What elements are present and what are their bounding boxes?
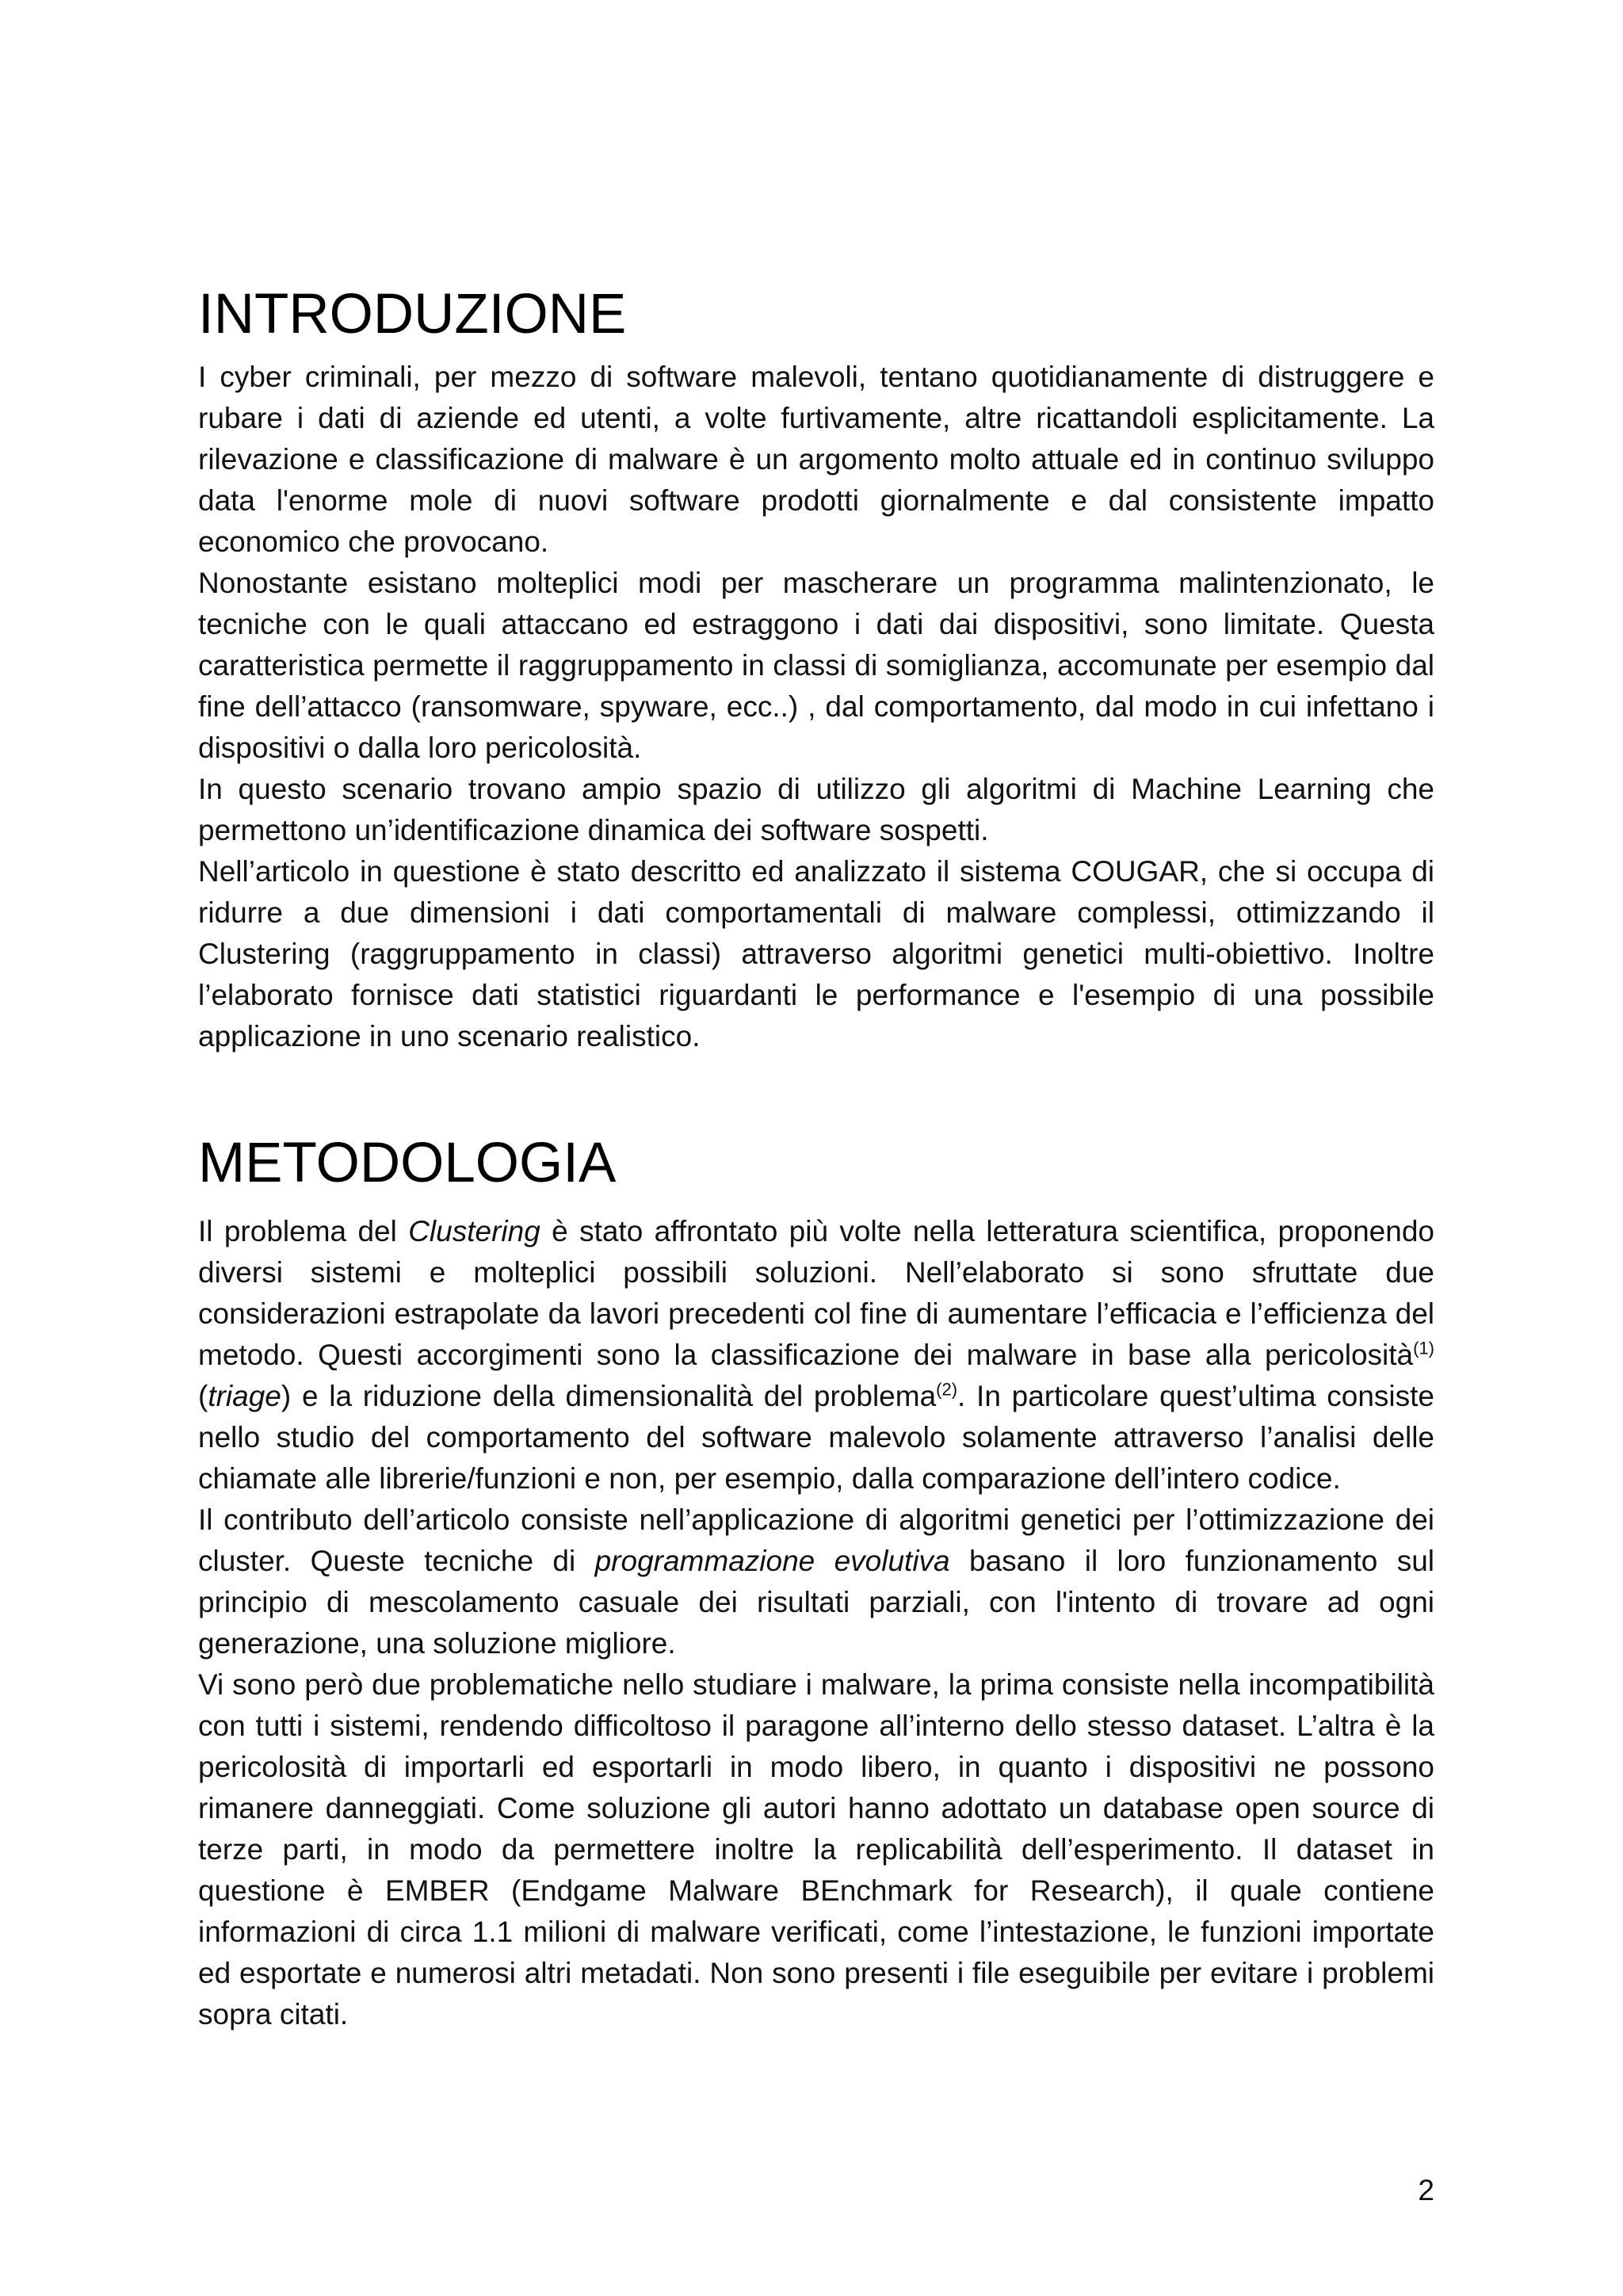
heading-metodologia: METODOLOGIA (198, 1132, 617, 1194)
footnote-ref-2: (2) (936, 1379, 958, 1400)
text-run: basano il loro funzionamento sul principio di mescolamento casuale dei risultati parziali, con l'intento di trovare ad ogni generazione, una soluzione migliore. (198, 1545, 1434, 1660)
text-run: ( (198, 1380, 208, 1412)
section-metodologia (198, 1132, 1434, 2035)
text-run: . In particolare quest’ultima consiste nello studio del comportamento del software malevolo solamente attraverso l’analisi delle chiamate alle librerie/funzioni e non, per esempio, dalla comparazione dell’intero codice. (198, 1380, 1435, 1495)
intro-paragraph-2: Nonostante esistano molteplici modi per mascherare un programma malintenzionato, le tecniche con le quali attaccano ed estraggono i dati dai dispositivi, sono limitate. Questa caratteristica permette il raggruppamento in classi di somiglianza, accomunate per esempio dal fine dell’attacco (ransomware, spyware, ecc..) , dal comportamento, dal modo in cui infettano i dispositivi o dalla loro pericolosità. (198, 567, 1434, 764)
intro-paragraph-3: In questo scenario trovano ampio spazio di utilizzo gli algoritmi di Machine Learning che permettono un’identificazione dinamica dei software sospetti. (198, 773, 1434, 846)
heading-introduzione: INTRODUZIONE (198, 283, 627, 346)
italic-term-clustering: Clustering (408, 1215, 540, 1247)
section-introduzione (198, 283, 1434, 1057)
intro-paragraph-1: I cyber criminali, per mezzo di software malevoli, tentano quotidianamente di distruggere e rubare i dati di aziende ed utenti, a volte furtivamente, altre ricattandoli esplicitamente. La rilevazione e classificazione di malware è un argomento molto attuale ed in continuo sviluppo data l'enorme mole di nuovi software prodotti giornalmente e dal consistente impatto economico che provocano. (198, 361, 1434, 558)
intro-paragraph-4: Nell’articolo in questione è stato descritto ed analizzato il sistema COUGAR, che si occupa di ridurre a due dimensioni i dati comportamentali di malware complessi, ottimizzando il Clustering (raggruppamento in classi) attraverso algoritmi genetici multi-obiettivo. Inoltre l’elaborato fornisce dati statistici riguardanti le performance e l'esempio di una possibile applicazione in uno scenario realistico. (198, 855, 1434, 1052)
metodologia-paragraph-1 (198, 1211, 1434, 1499)
page-number: 2 (1418, 2174, 1434, 2206)
text-run: è stato affrontato più volte nella letteratura scientifica, proponendo diversi sistemi e molteplici possibili soluzioni. Nell’elaborato si sono sfruttate due considerazioni estrapolate da lavori precedenti col fine di aumentare l’efficacia e l’efficienza del metodo. Questi accorgimenti sono la classificazione dei malware in base alla pericolosità (198, 1215, 1434, 1371)
text-run: Il contributo dell’articolo consiste nell’applicazione di algoritmi genetici per l’ottimizzazione dei cluster. Queste tecniche di (198, 1503, 1434, 1577)
footnote-ref-1: (1) (1413, 1338, 1434, 1358)
text-run: Il problema del (198, 1215, 409, 1247)
metodologia-paragraph-3: Vi sono però due problematiche nello studiare i malware, la prima consiste nella incompatibilità con tutti i sistemi, rendendo difficoltoso il paragone all’interno dello stesso dataset. L’altra è la pericolosità di importarli ed esportarli in modo libero, in quanto i dispositivi ne possono rimanere danneggiati. Come soluzione gli autori hanno adottato un database open source di terze parti, in modo da permettere inoltre la replicabilità dell’esperimento. Il dataset in questione è EMBER (Endgame Malware BEnchmark for Research), il quale contiene informazioni di circa 1.1 milioni di malware verificati, come l’intestazione, le funzioni importate ed esportate e numerosi altri metadati. Non sono presenti i file eseguibile per evitare i problemi sopra citati. (198, 1668, 1434, 2030)
italic-term-triage: triage (208, 1380, 281, 1412)
text-run: ) e la riduzione della dimensionalità del problema (281, 1380, 937, 1412)
italic-term-programmazione-evolutiva: programmazione evolutiva (594, 1545, 950, 1577)
metodologia-paragraph-2 (198, 1499, 1434, 1664)
